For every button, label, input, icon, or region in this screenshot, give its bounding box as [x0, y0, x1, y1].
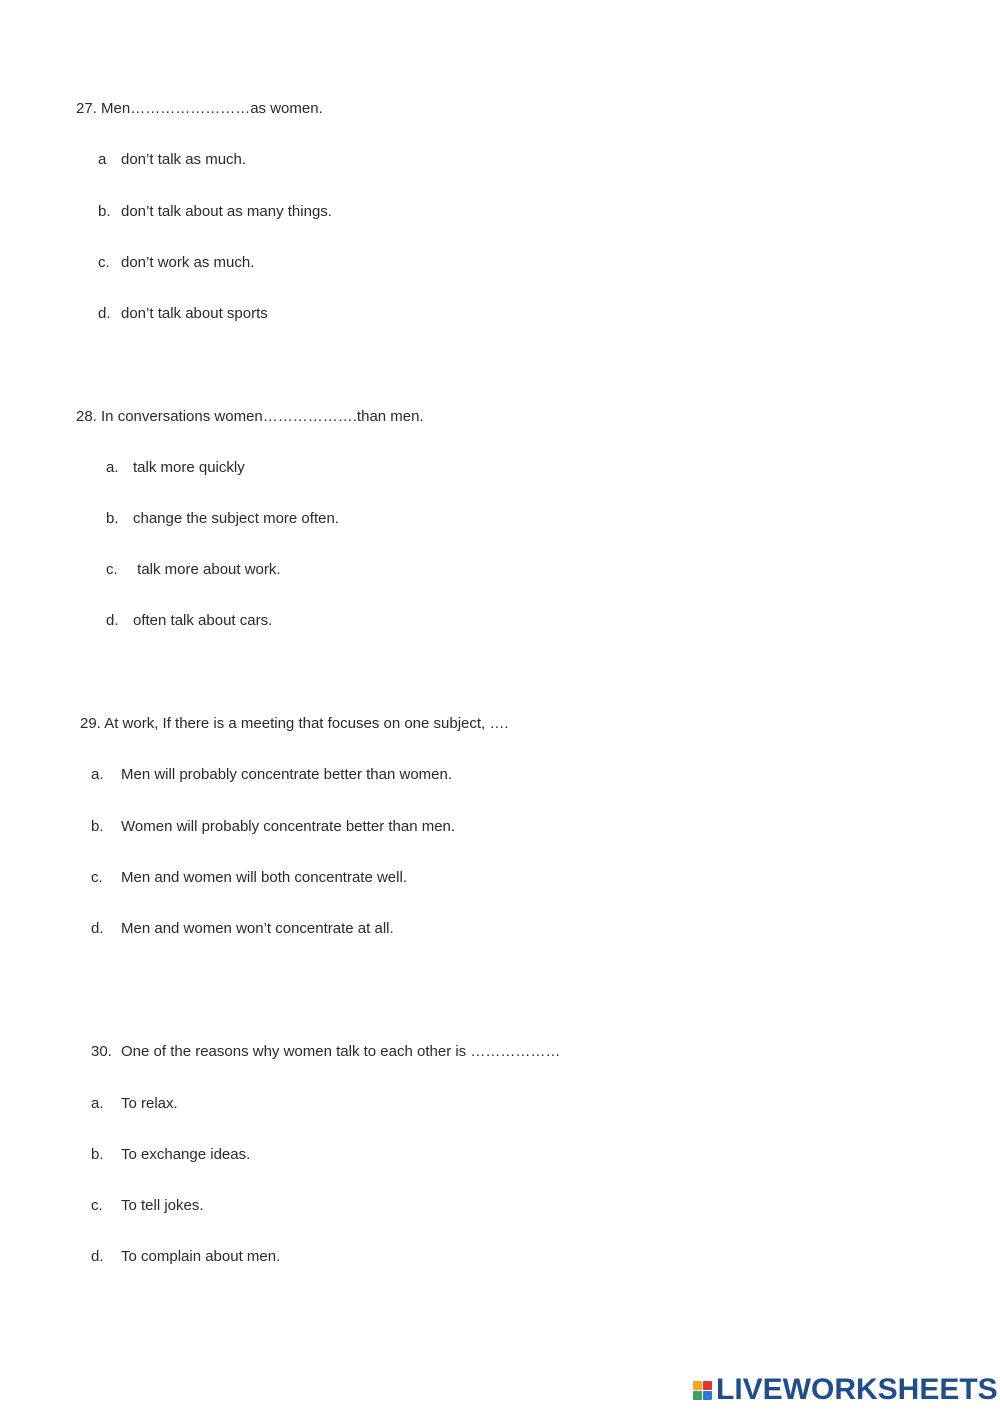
option-text: change the subject more often. [133, 510, 339, 527]
option-letter: d. [106, 612, 119, 629]
logo-square-icon [693, 1381, 702, 1390]
option-letter: b. [98, 203, 111, 220]
option-letter: c. [91, 1197, 103, 1214]
option-text: talk more about work. [133, 561, 281, 578]
option-text: Men will probably concentrate better than women. [121, 766, 453, 783]
option-letter: a. [106, 459, 119, 476]
logo-text: LIVEWORKSHEETS [716, 1373, 998, 1406]
question-30-stem: One of the reasons why women talk to each other is ……………… [121, 1043, 561, 1060]
option-letter: d. [91, 920, 104, 937]
option-letter: b. [91, 1146, 104, 1163]
option-text: don’t work as much. [121, 254, 255, 271]
question-27-stem: 27. Men……………………as women. [76, 100, 323, 117]
option-letter: d. [91, 1248, 104, 1265]
option-text: To tell jokes. [121, 1197, 204, 1214]
option-letter: b. [91, 818, 104, 835]
question-28-stem: 28. In conversations women……………….than men. [76, 408, 424, 425]
option-letter: c. [91, 869, 103, 886]
option-letter: c. [98, 254, 110, 271]
option-text: Men and women will both concentrate well. [121, 869, 407, 886]
option-text: talk more quickly [133, 459, 245, 476]
liveworksheets-logo[interactable] [693, 1374, 998, 1406]
question-30-number: 30. [91, 1043, 112, 1060]
option-letter: a. [91, 1095, 104, 1112]
option-letter: a. [91, 766, 104, 783]
option-letter: c. [106, 561, 118, 578]
option-text: To exchange ideas. [121, 1146, 251, 1163]
option-text: don’t talk about as many things. [121, 203, 332, 220]
option-text: Women will probably concentrate better than men. [121, 818, 456, 835]
question-29-stem: 29. At work, If there is a meeting that focuses on one subject, …. [80, 715, 509, 732]
logo-square-icon [693, 1391, 702, 1400]
logo-square-icon [703, 1391, 712, 1400]
option-text: often talk about cars. [133, 612, 273, 629]
option-text: To relax. [121, 1095, 178, 1112]
option-text: Men and women won’t concentrate at all. [121, 920, 394, 937]
option-text: To complain about men. [121, 1248, 281, 1265]
option-letter: a [98, 151, 107, 168]
option-text: don’t talk about sports [121, 305, 268, 322]
option-letter: d. [98, 305, 111, 322]
logo-mark-icon [693, 1381, 712, 1400]
option-letter: b. [106, 510, 119, 527]
logo-square-icon [703, 1381, 712, 1390]
option-text: don’t talk as much. [121, 151, 247, 168]
